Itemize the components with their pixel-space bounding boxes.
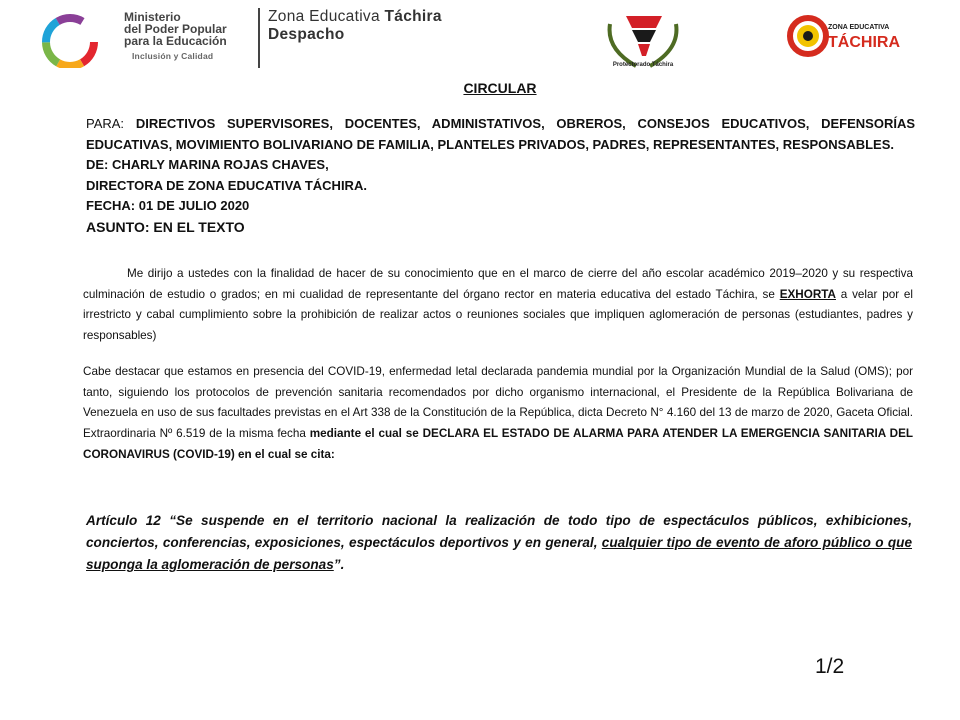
quote-underlined: cualquier tipo de evento de aforo público o que suponga la aglomeración de personas	[86, 535, 913, 572]
despacho-label: Despacho	[268, 26, 345, 43]
logo-text-top: ZONA EDUCATIVA	[828, 24, 890, 31]
decree-emphasis: mediante el cual se DECLARA EL ESTADO DE ALARMA PARA ATENDER LA EMERGENCIA SANITARIA DEL CORONAVIRUS (COVID-19) en el cual se cita:	[83, 427, 913, 461]
divider	[258, 8, 260, 68]
seal-caption: Protectorado Táchira	[612, 62, 674, 68]
para-recipients: DIRECTIVOS SUPERVISORES, DOCENTES, ADMINISTATIVOS, OBREROS, CONSEJOS EDUCATIVOS, DEFENSORÍAS EDUCATIVAS, MOVIMIENTO BOLIVARIANO DE FAMILIA, PLANTELES PRIVADOS, PADRES, REPRESENTANTES, RESPONSABLES.	[86, 116, 915, 152]
para-line	[86, 114, 915, 155]
para-label: PARA:	[86, 116, 125, 131]
logo-text-bottom: TÁCHIRA	[828, 34, 900, 51]
document-title: CIRCULAR	[463, 80, 537, 96]
fecha-line: FECHA: 01 DE JULIO 2020	[86, 198, 250, 213]
article-12-quote: Artículo 12 “Se suspende en el territorio nacional la realización de todo tipo de espectáculos públicos, exhibiciones, conciertos, conferencias, exposiciones, espectáculos deportivos y en general, cualquier tipo de evento de aforo público o que suponga la aglomeración de personas”.	[86, 513, 913, 572]
zona-educativa-tachira-logo	[786, 12, 916, 60]
paragraph-2: Cabe destacar que estamos en presencia del COVID-19, enfermedad letal declarada pandemia mundial por la Organización Mundial de la Salud (OMS); por tanto, siguiendo los protocolos de prevención sanitaria recomendados por dicho organismo internacional, el Presidente de la República Bolivariana de Venezuela en uso de sus facultades previstas en el Art 338 de la Constitución de la República, dicta Decreto N° 4.160 del 13 de marzo de 2020, Gaceta Oficial. Extraordinaria Nº 6.519 de la misma fecha mediante el cual se DECLARA EL ESTADO DE ALARMA PARA ATENDER LA EMERGENCIA SANITARIA DEL CORONAVIRUS (COVID-19) en el cual se cita:	[83, 365, 913, 461]
de-line: DE: CHARLY MARINA ROJAS CHAVES,	[86, 157, 329, 172]
letterhead	[0, 0, 960, 80]
paragraph-1: Me dirijo a ustedes con la finalidad de hacer de su conocimiento que en el marco de cierre del año escolar académico 2019–2020 y su respectiva culminación de estudio o grados; en mi cualidad de representante del órgano rector en materia educativa del estado Táchira, se EXHORTA a velar por el irrestricto y cabal cumplimiento sobre la prohibición de realizar actos o reuniones sociales que impliquen aglomeración de personas (estudiantes, padres y responsables)	[83, 267, 913, 343]
ministerio-emblem-icon	[30, 12, 110, 68]
exhorta-emphasis: EXHORTA	[779, 287, 836, 301]
zona-educativa-heading: Zona Educativa Táchira Despacho	[268, 8, 442, 43]
ministerio-tagline: Inclusión y Calidad	[132, 51, 214, 61]
page-number: 1/2	[815, 655, 845, 678]
circular-header-block	[86, 114, 915, 237]
asunto-line: ASUNTO: EN EL TEXTO	[86, 218, 245, 235]
ministerio-name: Ministerio del Poder Popular para la Educación	[124, 10, 227, 48]
ministerio-logo	[30, 8, 270, 68]
cargo-line: DIRECTORA DE ZONA EDUCATIVA TÁCHIRA.	[86, 177, 367, 193]
